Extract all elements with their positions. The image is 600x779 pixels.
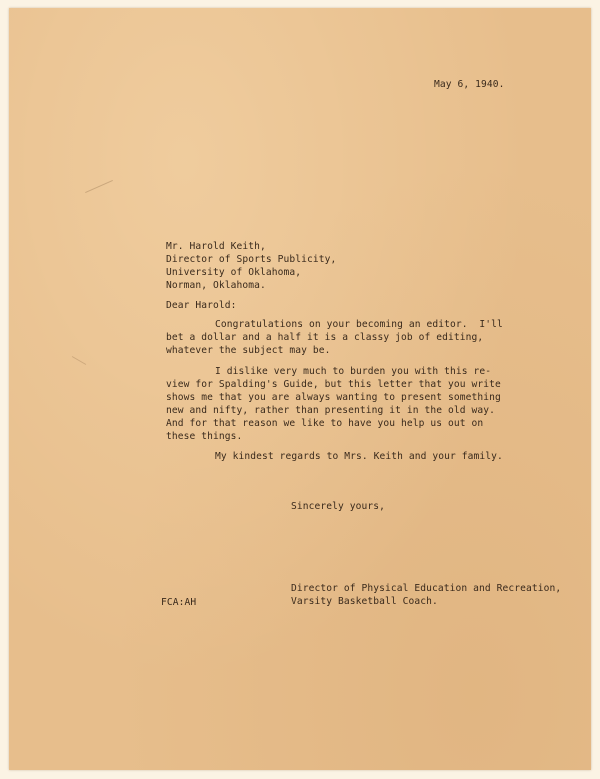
paragraph-2-line-1: I dislike very much to burden you with this re- xyxy=(215,366,492,377)
paragraph-2-line-4: new and nifty, rather than presenting it in the old way. xyxy=(166,405,496,416)
paragraph-3: My kindest regards to Mrs. Keith and your family. xyxy=(215,451,503,462)
paragraph-1-line-2: bet a dollar and a half it is a classy job of editing, xyxy=(166,332,484,343)
paragraph-2-line-3: shows me that you are always wanting to present something xyxy=(166,392,501,403)
paragraph-2-line-5: And for that reason we like to have you help us out on xyxy=(166,418,484,429)
signature-title-line-2: Varsity Basketball Coach. xyxy=(291,596,438,607)
recipient-line-2: Director of Sports Publicity, xyxy=(166,254,337,265)
paragraph-2-line-6: these things. xyxy=(166,431,243,442)
recipient-line-3: University of Oklahoma, xyxy=(166,267,302,278)
paragraph-2-line-2: view for Spalding's Guide, but this letter that you write xyxy=(166,379,501,390)
letter-date: May 6, 1940. xyxy=(434,79,505,90)
salutation: Dear Harold: xyxy=(166,300,237,311)
recipient-line-4: Norman, Oklahoma. xyxy=(166,280,266,291)
reference-initials: FCA:AH xyxy=(161,597,197,608)
paper-mark xyxy=(85,180,113,193)
paragraph-1-line-3: whatever the subject may be. xyxy=(166,345,331,356)
paragraph-1-line-1: Congratulations on your becoming an editor. I'll xyxy=(215,319,503,330)
signature-title-line-1: Director of Physical Education and Recreation, xyxy=(291,583,562,594)
letter-page xyxy=(9,8,591,770)
closing: Sincerely yours, xyxy=(291,501,386,512)
recipient-line-1: Mr. Harold Keith, xyxy=(166,241,266,252)
paper-mark xyxy=(72,356,86,365)
